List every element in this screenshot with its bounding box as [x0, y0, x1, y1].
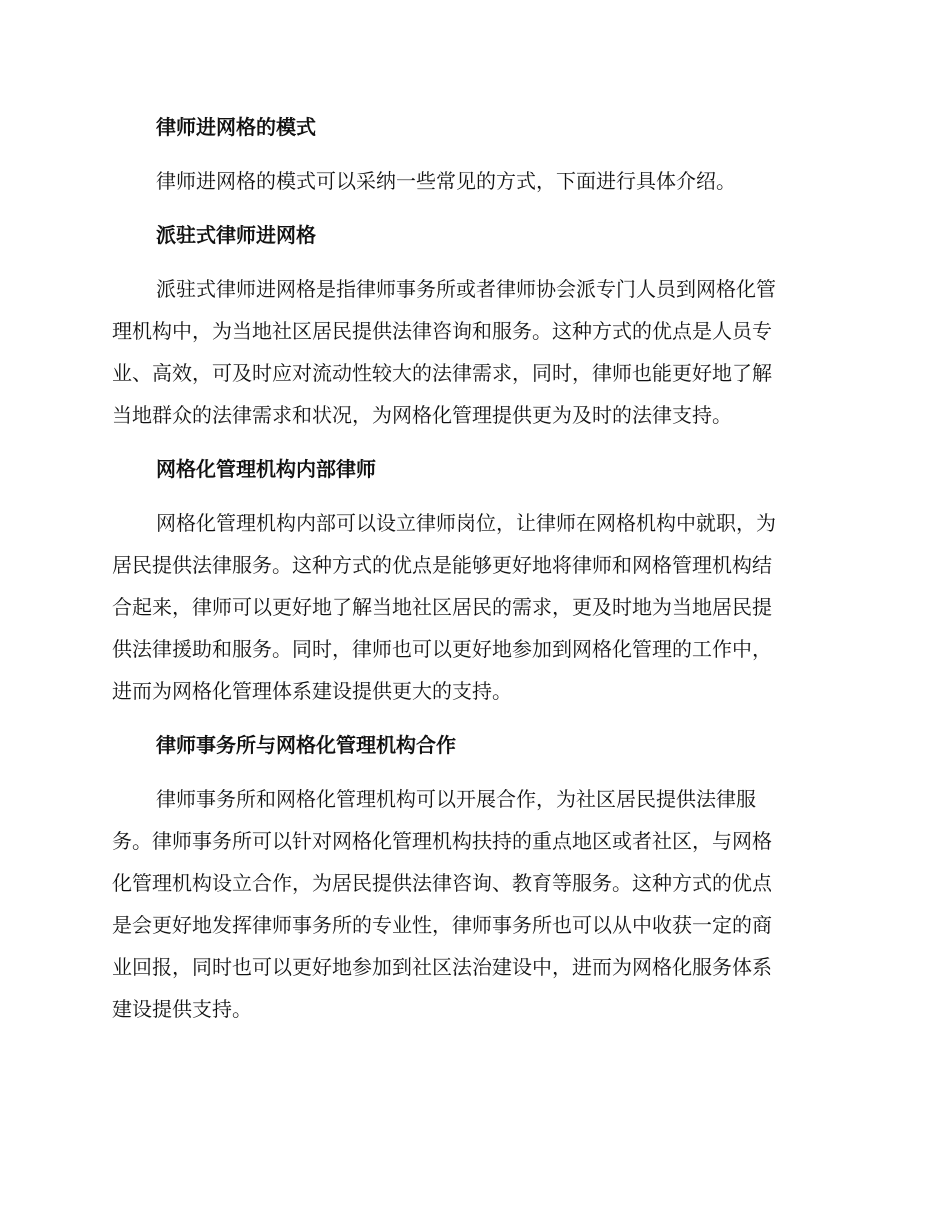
section-paragraph: [112, 502, 832, 712]
paragraph-line: 务。律师事务所可以针对网格化管理机构扶持的重点地区或者社区，与网格: [112, 829, 772, 853]
document-body: [112, 106, 832, 1042]
paragraph-line: 理机构中，为当地社区居民提供法律咨询和服务。这种方式的优点是人员专: [112, 319, 772, 343]
paragraph-line: 是会更好地发挥律师事务所的专业性，律师事务所也可以从中收获一定的商: [112, 913, 772, 937]
paragraph-line: 业回报，同时也可以更好地参加到社区法治建设中，进而为网格化服务体系: [112, 955, 772, 979]
section-heading: 律师事务所与网格化管理机构合作: [156, 733, 456, 757]
paragraph-line: 律师进网格的模式可以采纳一些常见的方式，下面进行具体介绍。: [156, 169, 736, 193]
paragraph-line: 化管理机构设立合作，为居民提供法律咨询、教育等服务。这种方式的优点: [112, 871, 772, 895]
section-paragraph: [112, 268, 832, 436]
paragraph-line: 合起来，律师可以更好地了解当地社区居民的需求，更及时地为当地居民提: [112, 595, 772, 619]
section-heading: 律师进网格的模式: [156, 115, 316, 139]
paragraph-line: 进而为网格化管理体系建设提供更大的支持。: [112, 679, 512, 703]
section-heading: 派驻式律师进网格: [156, 223, 316, 247]
section-paragraph: [112, 778, 832, 1030]
paragraph-line: 业、高效，可及时应对流动性较大的法律需求，同时，律师也能更好地了解: [112, 361, 772, 385]
paragraph-line: 派驻式律师进网格是指律师事务所或者律师协会派专门人员到网格化管: [156, 277, 776, 301]
paragraph-line: 供法律援助和服务。同时，律师也可以更好地参加到网格化管理的工作中，: [112, 637, 772, 661]
paragraph-line: 建设提供支持。: [112, 997, 252, 1021]
paragraph-line: 网格化管理机构内部可以设立律师岗位，让律师在网格机构中就职，为: [156, 511, 776, 535]
section-heading: 网格化管理机构内部律师: [156, 457, 376, 481]
paragraph-line: 当地群众的法律需求和状况，为网格化管理提供更为及时的法律支持。: [112, 403, 732, 427]
paragraph-line: 律师事务所和网格化管理机构可以开展合作，为社区居民提供法律服: [156, 787, 756, 811]
section-paragraph: [112, 160, 832, 202]
paragraph-line: 居民提供法律服务。这种方式的优点是能够更好地将律师和网格管理机构结: [112, 553, 772, 577]
